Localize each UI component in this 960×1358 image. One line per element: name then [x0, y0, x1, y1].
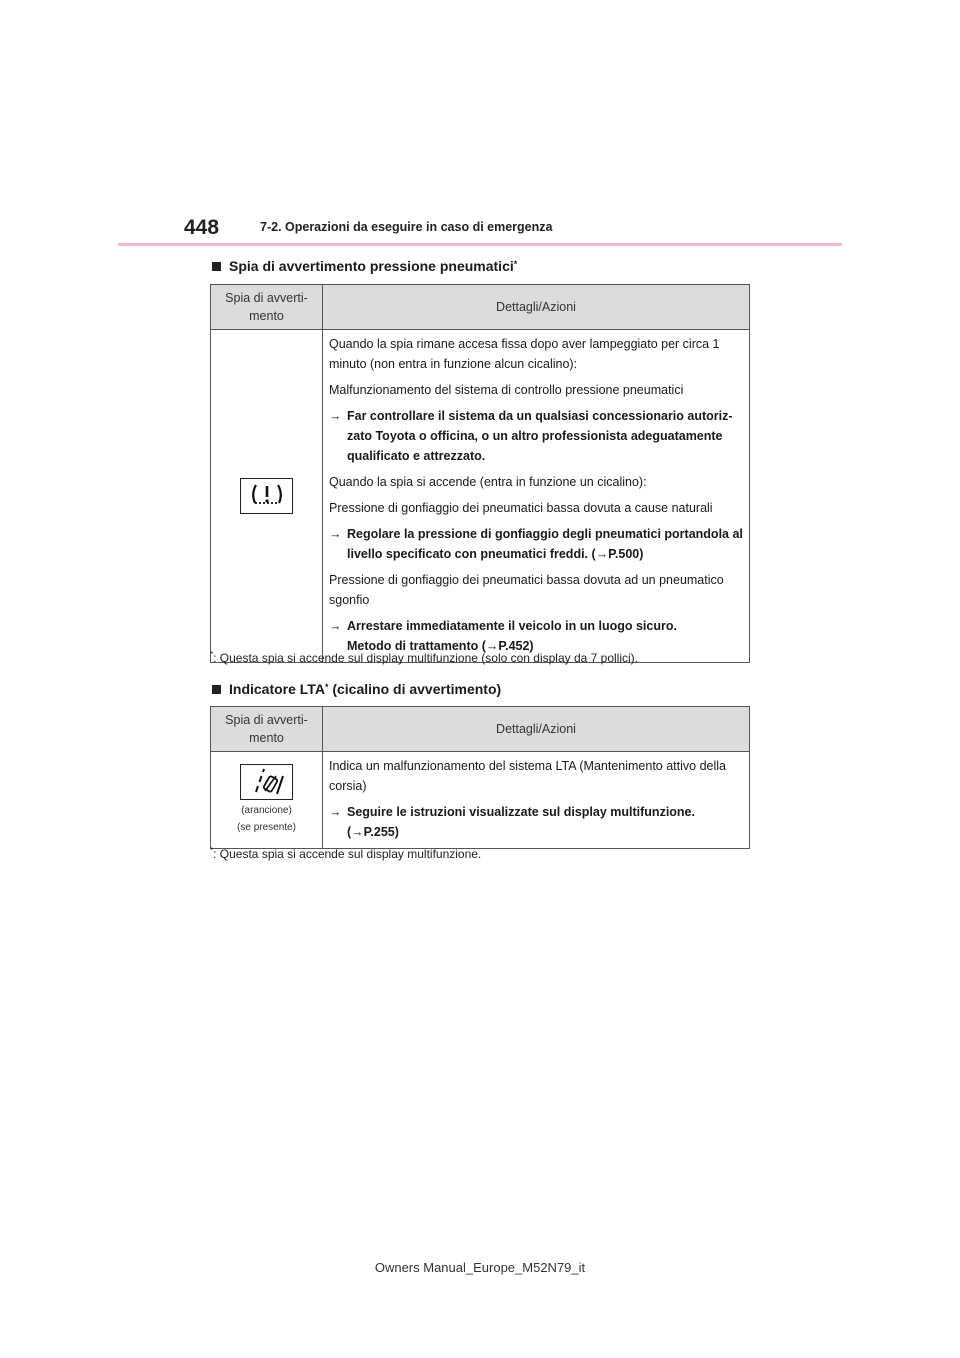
lta-footnote: [210, 846, 481, 861]
arrow-icon: →: [329, 619, 342, 633]
tpms-heading-text: Spia di avvertimento pressione pneumatici: [229, 258, 514, 274]
tpms-p3: Quando la spia si accende (entra in funzione un cicalino):: [329, 475, 647, 489]
action-line: [329, 406, 743, 466]
details-cell: [323, 752, 750, 849]
lta-heading-post: (cicalino di avvertimento): [328, 681, 502, 697]
details-cell: [323, 330, 750, 663]
col-header-warning-light: Spia di avverti- mento: [211, 707, 323, 752]
tpms-p2: Malfunzionamento del sistema di controllo pressione pneumatici: [329, 383, 684, 397]
footnote-mark: *: [210, 650, 214, 659]
action-line: [329, 802, 743, 842]
tpms-p1: Quando la spia rimane accesa fissa dopo aver lampeggiato per circa 1 minuto (non entra in funzione alcun cicalino):: [329, 337, 720, 371]
arrow-icon: →: [329, 805, 342, 819]
lta-lane-assist-icon: [240, 764, 293, 800]
col-header-details: Dettagli/Azioni: [323, 707, 750, 752]
icon-caption-optional: (se presente): [237, 822, 296, 833]
arrow-icon: →: [329, 527, 342, 541]
tpms-action-2[interactable]: Regolare la pressione di gonfiaggio degli pneumatici portandola al livello specificato con pneumatici freddi. (→P.500): [347, 527, 743, 561]
square-bullet-icon: [212, 685, 221, 694]
col-header-warning-light: Spia di avverti- mento: [211, 285, 323, 330]
lta-table: [210, 706, 750, 849]
icon-cell: [211, 752, 323, 849]
table-row: [211, 330, 750, 663]
tpms-p5: Pressione di gonfiaggio dei pneumatici bassa dovuta ad un pneumatico sgonfio: [329, 573, 724, 607]
table-row: [211, 752, 750, 849]
table-header-row: [211, 707, 750, 752]
col-header-details: Dettagli/Azioni: [323, 285, 750, 330]
table-header-row: [211, 285, 750, 330]
square-bullet-icon: [212, 262, 221, 271]
tpms-action-3[interactable]: Arrestare immediatamente il veicolo in un luogo sicuro. Metodo di trattamento (→P.452): [347, 619, 677, 653]
tire-pressure-warning-icon: [240, 478, 293, 514]
tpms-p4: Pressione di gonfiaggio dei pneumatici bassa dovuta a cause naturali: [329, 501, 713, 515]
tpms-action-1: Far controllare il sistema da un qualsiasi concessionario autoriz-zato Toyota o officina, o un altro professionista adeguatamente qualificato e attrezzato.: [347, 409, 733, 463]
lta-action-1[interactable]: Seguire le istruzioni visualizzate sul display multifunzione. (→P.255): [347, 805, 695, 839]
arrow-icon: →: [329, 409, 342, 423]
page-number: 448: [184, 216, 220, 239]
icon-cell: [211, 330, 323, 663]
action-line: [329, 524, 743, 564]
lta-heading: [212, 681, 501, 697]
lta-heading-mark: *: [324, 682, 329, 692]
lta-heading-pre: Indicatore LTA: [229, 681, 325, 697]
tpms-table: [210, 284, 750, 663]
tpms-heading-mark: *: [513, 259, 518, 269]
section-title: 7-2. Operazioni da eseguire in caso di emergenza: [260, 220, 553, 234]
lta-p1: Indica un malfunzionamento del sistema LTA (Mantenimento attivo della corsia): [329, 759, 726, 793]
footnote-text: : Questa spia si accende sul display multifunzione (solo con display da 7 pollici).: [213, 651, 639, 665]
footnote-mark: *: [210, 846, 214, 855]
icon-caption-color: (arancione): [241, 805, 292, 816]
footer-text: Owners Manual_Europe_M52N79_it: [374, 1260, 586, 1275]
footnote-text: : Questa spia si accende sul display multifunzione.: [213, 847, 482, 861]
tpms-heading: [212, 258, 517, 274]
header-rule: [118, 243, 842, 246]
tpms-footnote: [210, 650, 638, 665]
